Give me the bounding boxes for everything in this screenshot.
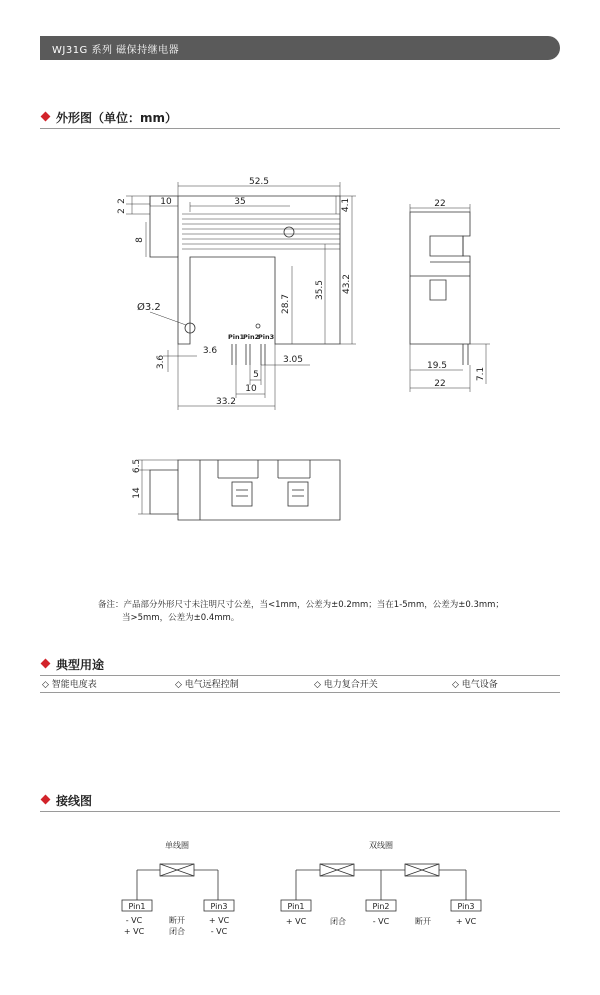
application-item: ◇ 电气设备 — [452, 680, 498, 690]
single-pin3-label: Pin3 — [210, 902, 228, 911]
double-pin1-polarity: + VC — [285, 917, 307, 926]
dim-52-5: 52.5 — [248, 177, 270, 187]
double-state-right: 断开 — [415, 917, 431, 926]
dim-4-1: 4.1 — [341, 197, 351, 213]
section-wiring-title: 接线图 — [56, 794, 93, 808]
dim-28-7: 28.7 — [281, 293, 291, 315]
dim-6-5: 6.5 — [132, 458, 142, 474]
application-item: ◇ 电力复合开关 — [314, 680, 378, 690]
tolerance-note-line1: 备注：产品部分外形尺寸未注明尺寸公差，当<1mm，公差为±0.2mm；当在1-5mm，公差为±0.3mm； — [98, 600, 504, 610]
dim-5: 5 — [253, 370, 259, 380]
double-pin2-polarity: - VC — [372, 917, 390, 926]
dim-2a: 2 — [117, 198, 127, 204]
dim-22b: 22 — [434, 379, 446, 389]
front-pin3-label: Pin3 — [258, 333, 275, 341]
dim-7-1: 7.1 — [476, 366, 486, 382]
application-item: ◇ 电气远程控制 — [175, 680, 239, 690]
front-pin2-label: Pin2 — [243, 333, 260, 341]
application-item: ◇ 智能电度表 — [42, 680, 97, 690]
single-pin1-polarity-a: - VC — [125, 916, 143, 925]
single-pin3-polarity-b: - VC — [210, 927, 228, 936]
single-coil-title: 单线圈 — [165, 841, 189, 850]
dim-phi-3-2: Ø3.2 — [137, 302, 161, 313]
dim-22a: 22 — [434, 199, 446, 209]
single-state-a: 断开 — [169, 916, 185, 925]
dim-10: 10 — [160, 197, 172, 207]
single-pin1-polarity-b: + VC — [123, 927, 145, 936]
front-pin1-label: Pin1 — [228, 333, 245, 341]
dim-14: 14 — [132, 487, 142, 499]
single-pin1-label: Pin1 — [128, 902, 146, 911]
dim-10b: 10 — [245, 384, 257, 394]
section-applications-title: 典型用途 — [56, 658, 105, 672]
header-title: WJ31G 系列 磁保持继电器 — [52, 45, 180, 56]
double-coil-title: 双线圈 — [369, 841, 393, 850]
double-pin3-polarity: + VC — [455, 917, 477, 926]
double-pin1-label: Pin1 — [287, 902, 305, 911]
dim-3-05: 3.05 — [282, 355, 304, 365]
double-pin3-label: Pin3 — [457, 902, 475, 911]
dim-3-6a: 3.6 — [156, 354, 166, 370]
dim-35-5: 35.5 — [315, 279, 325, 301]
dim-2b: 2 — [117, 208, 127, 214]
dim-33-2: 33.2 — [215, 397, 237, 407]
dim-3-6b: 3.6 — [202, 346, 218, 356]
double-pin2-label: Pin2 — [372, 902, 390, 911]
double-state-left: 闭合 — [330, 917, 346, 926]
dim-35: 35 — [234, 197, 246, 207]
dim-19-5: 19.5 — [426, 361, 448, 371]
dim-8: 8 — [135, 237, 145, 243]
single-pin3-polarity-a: + VC — [208, 916, 230, 925]
section-outline-title: 外形图（单位：mm） — [56, 111, 178, 125]
dim-43-2: 43.2 — [342, 273, 352, 295]
single-state-b: 闭合 — [169, 927, 185, 936]
tolerance-note-line2: 当>5mm，公差为±0.4mm。 — [122, 613, 240, 623]
